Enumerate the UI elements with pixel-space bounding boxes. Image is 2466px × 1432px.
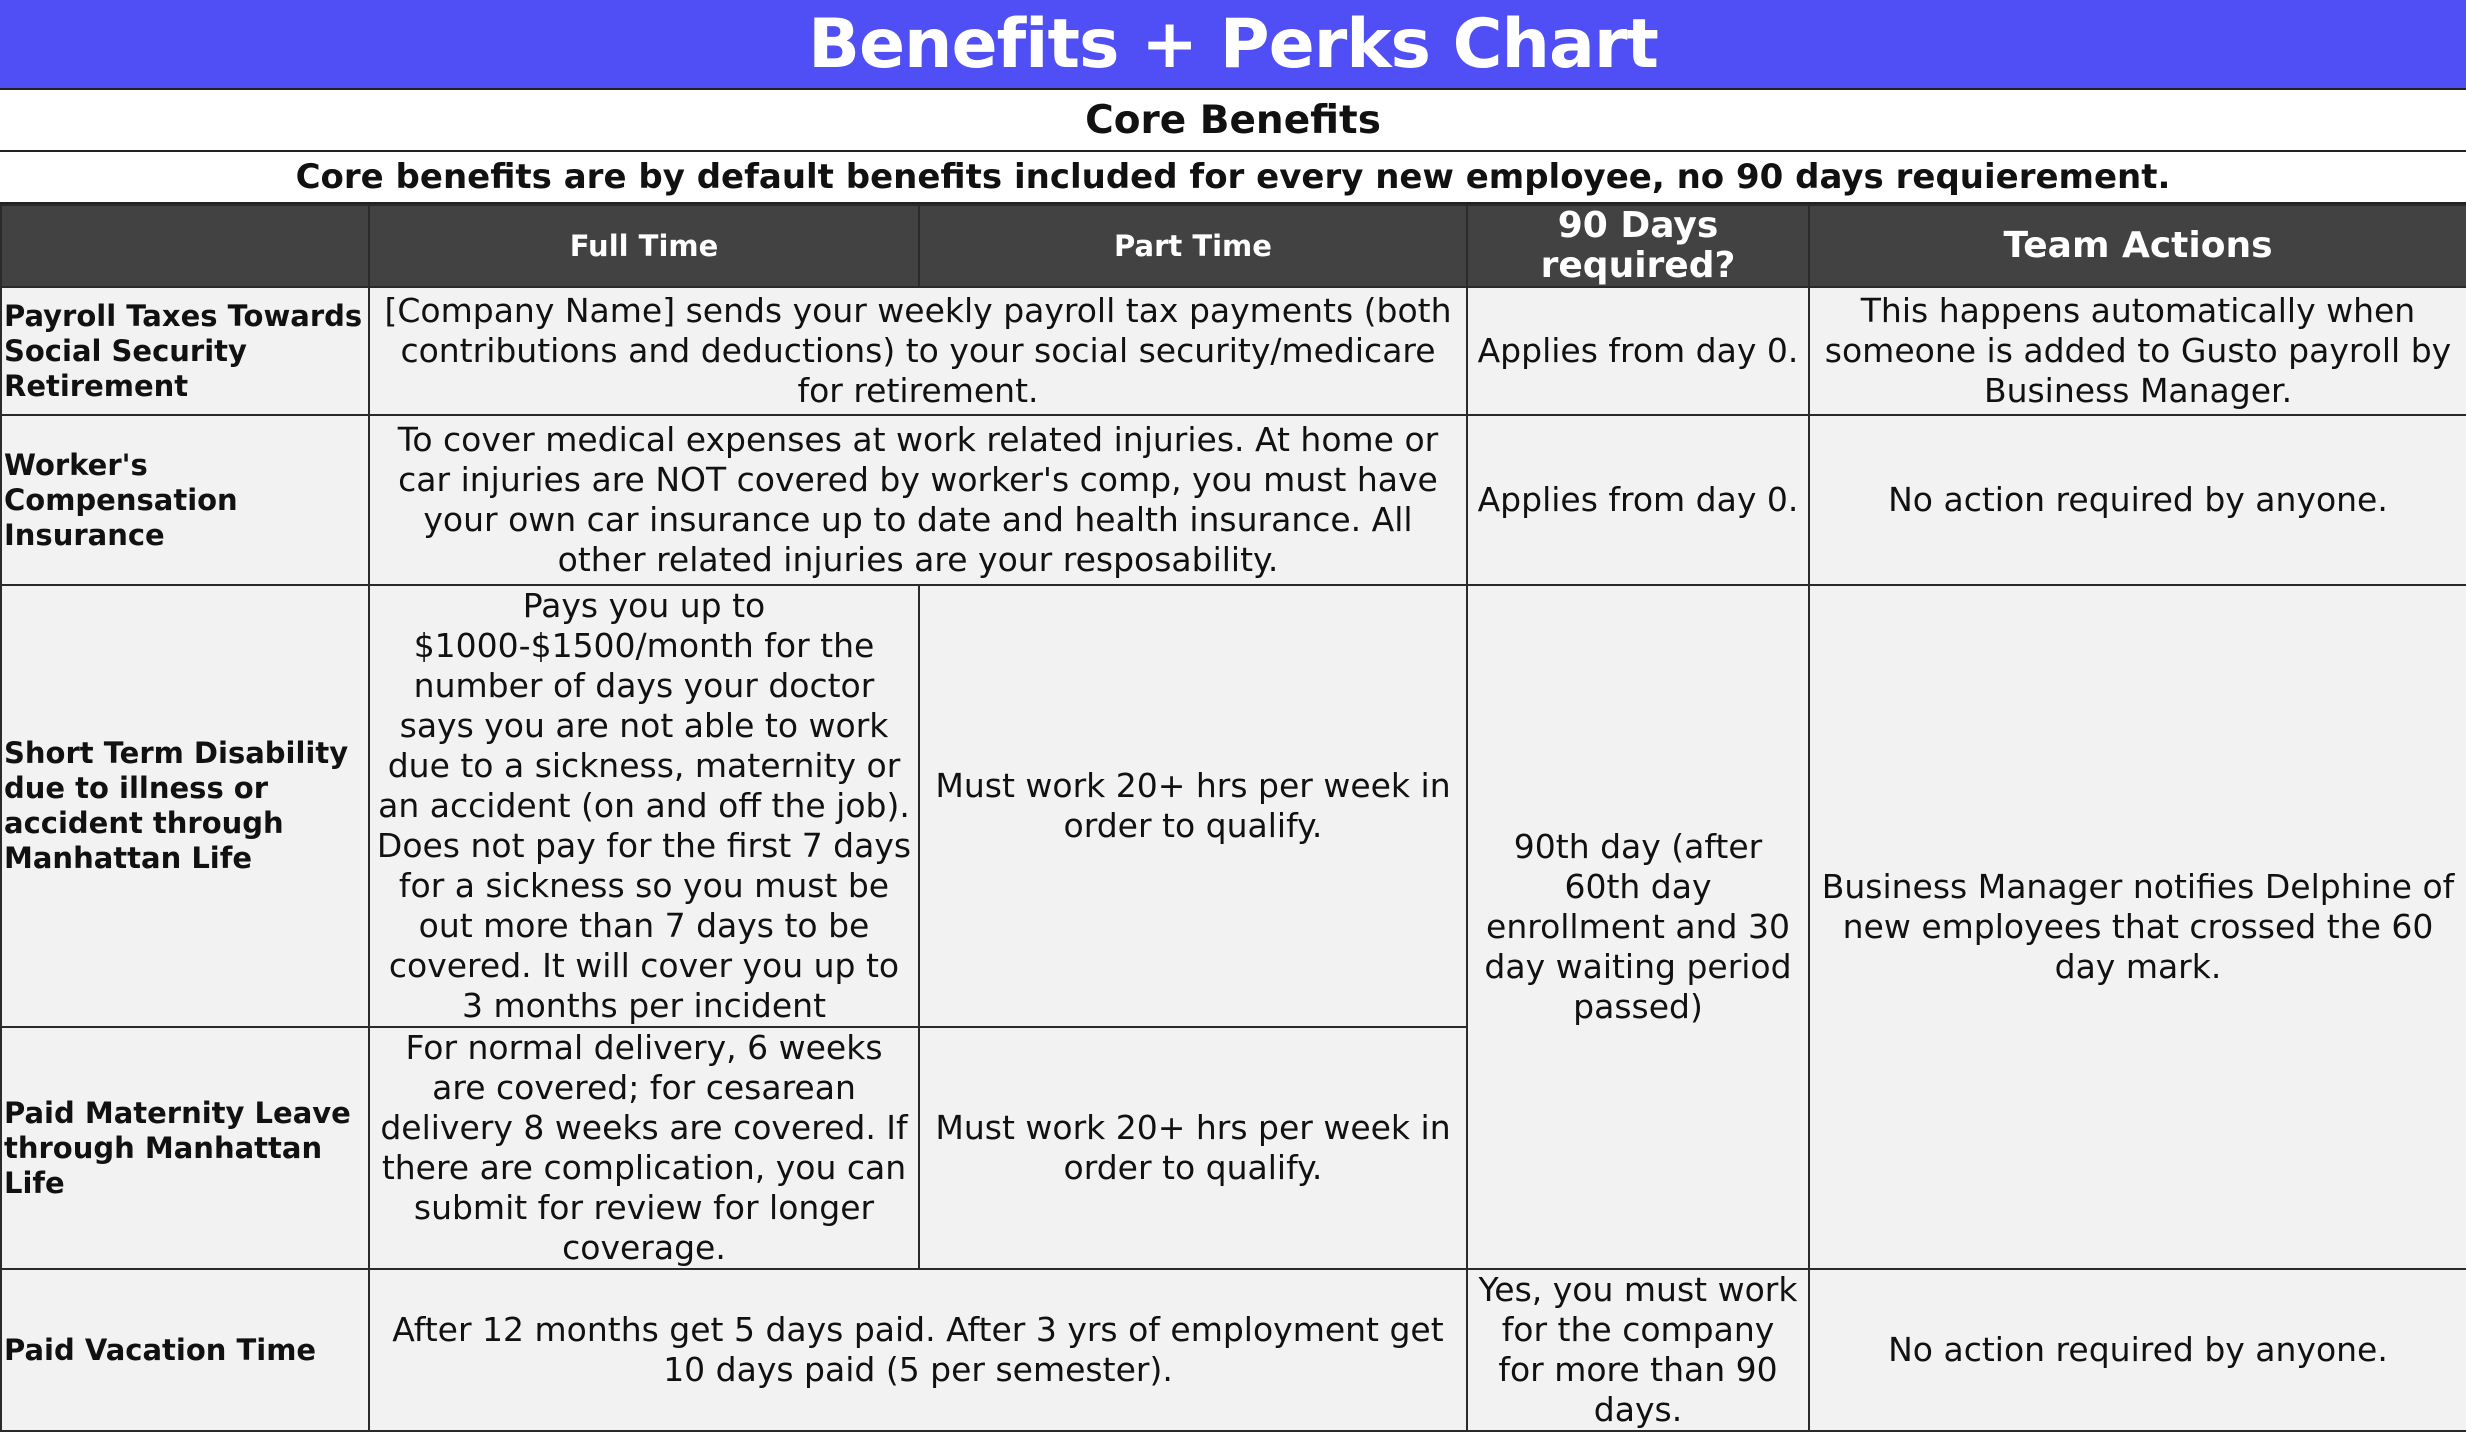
header-part-time: Part Time xyxy=(919,205,1467,287)
benefit-days-required: Applies from day 0. xyxy=(1467,415,1809,585)
benefit-days-required: Applies from day 0. xyxy=(1467,287,1809,415)
table-row xyxy=(1,1269,2466,1431)
table-row xyxy=(1,415,2466,585)
benefit-name: Short Term Disability due to illness or accident through Manhattan Life xyxy=(1,585,369,1027)
benefit-full-time: For normal delivery, 6 weeks are covered; for cesarean delivery 8 weeks are covered. If there are complication, you can submit for review for longer coverage. xyxy=(369,1027,919,1269)
benefit-days-required: 90th day (after 60th day enrollment and 30 day waiting period passed) xyxy=(1467,585,1809,1269)
benefit-part-time: Must work 20+ hrs per week in order to qualify. xyxy=(919,585,1467,1027)
benefit-coverage: To cover medical expenses at work related injuries. At home or car injuries are NOT covered by worker's comp, you must have your own car insurance up to date and health insurance. All other related injuries are your resposability. xyxy=(369,415,1467,585)
header-team-actions: Team Actions xyxy=(1809,205,2466,287)
benefit-name: Worker's Compensation Insurance xyxy=(1,415,369,585)
benefit-team-actions: No action required by anyone. xyxy=(1809,415,2466,585)
benefit-team-actions: No action required by anyone. xyxy=(1809,1269,2466,1431)
benefit-coverage: [Company Name] sends your weekly payroll tax payments (both contributions and deductions) to your social security/medicare for retirement. xyxy=(369,287,1467,415)
benefit-team-actions: This happens automatically when someone is added to Gusto payroll by Business Manager. xyxy=(1809,287,2466,415)
benefits-table xyxy=(0,204,2466,1432)
page-title: Benefits + Perks Chart xyxy=(0,0,2466,90)
benefit-team-actions: Business Manager notifies Delphine of new employees that crossed the 60 day mark. xyxy=(1809,585,2466,1269)
header-days-required: 90 Days required? xyxy=(1467,205,1809,287)
section-description: Core benefits are by default benefits included for every new employee, no 90 days requierement. xyxy=(0,152,2466,204)
benefit-part-time: Must work 20+ hrs per week in order to qualify. xyxy=(919,1027,1467,1269)
benefit-full-time: Pays you up to $1000-$1500/month for the number of days your doctor says you are not able to work due to a sickness, maternity or an accident (on and off the job). Does not pay for the first 7 days for a sickness so you must be out more than 7 days to be covered. It will cover you up to 3 months per incident xyxy=(369,585,919,1027)
header-label xyxy=(1,205,369,287)
header-full-time: Full Time xyxy=(369,205,919,287)
benefit-name: Payroll Taxes Towards Social Security Retirement xyxy=(1,287,369,415)
benefit-name: Paid Maternity Leave through Manhattan Life xyxy=(1,1027,369,1269)
table-row xyxy=(1,585,2466,1027)
benefit-days-required: Yes, you must work for the company for more than 90 days. xyxy=(1467,1269,1809,1431)
benefit-coverage: After 12 months get 5 days paid. After 3 yrs of employment get 10 days paid (5 per semester). xyxy=(369,1269,1467,1431)
table-row xyxy=(1,287,2466,415)
section-title: Core Benefits xyxy=(0,90,2466,152)
benefit-name: Paid Vacation Time xyxy=(1,1269,369,1431)
header-row xyxy=(1,205,2466,287)
